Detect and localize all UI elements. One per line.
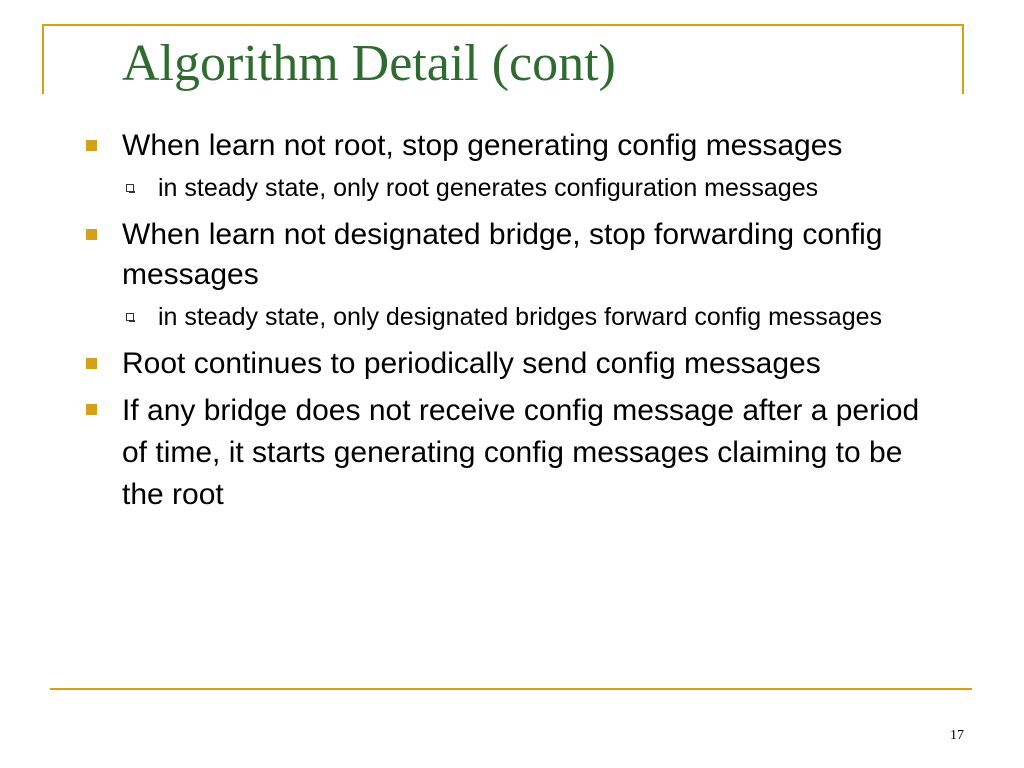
bullet-text: If any bridge does not receive config message after a period of time, it starts generating config messages claiming to be the root: [122, 394, 920, 511]
square-bullet-icon: [86, 229, 97, 240]
bullet-text: Root continues to periodically send config messages: [122, 347, 821, 380]
sub-bullet-text: in steady state, only designated bridges forward config messages: [158, 303, 883, 331]
bullet-item-3: [76, 344, 946, 384]
square-bullet-icon: [86, 404, 97, 415]
frame-right-line: [962, 24, 964, 94]
bullet-text: When learn not root, stop generating config messages: [122, 129, 843, 162]
square-bullet-icon: [86, 358, 97, 369]
bullet-item-4: [76, 390, 946, 516]
page-number: 17: [950, 728, 964, 743]
sub-bullet-item-2: [76, 301, 946, 334]
frame-top-line: [42, 24, 964, 26]
sub-bullet-item-1: [76, 172, 946, 205]
hollow-square-bullet-icon: [126, 184, 134, 192]
sub-bullet-text: in steady state, only root generates configuration messages: [158, 174, 819, 202]
bullet-list: [76, 126, 946, 522]
bullet-text: When learn not designated bridge, stop forwarding config messages: [122, 218, 883, 291]
frame-bottom-line: [50, 688, 972, 690]
frame-left-line: [42, 24, 44, 94]
bullet-item-2: [76, 215, 946, 295]
slide-title: Algorithm Detail (cont): [122, 35, 616, 92]
square-bullet-icon: [86, 140, 97, 151]
bullet-item-1: [76, 126, 946, 166]
hollow-square-bullet-icon: [126, 313, 134, 321]
